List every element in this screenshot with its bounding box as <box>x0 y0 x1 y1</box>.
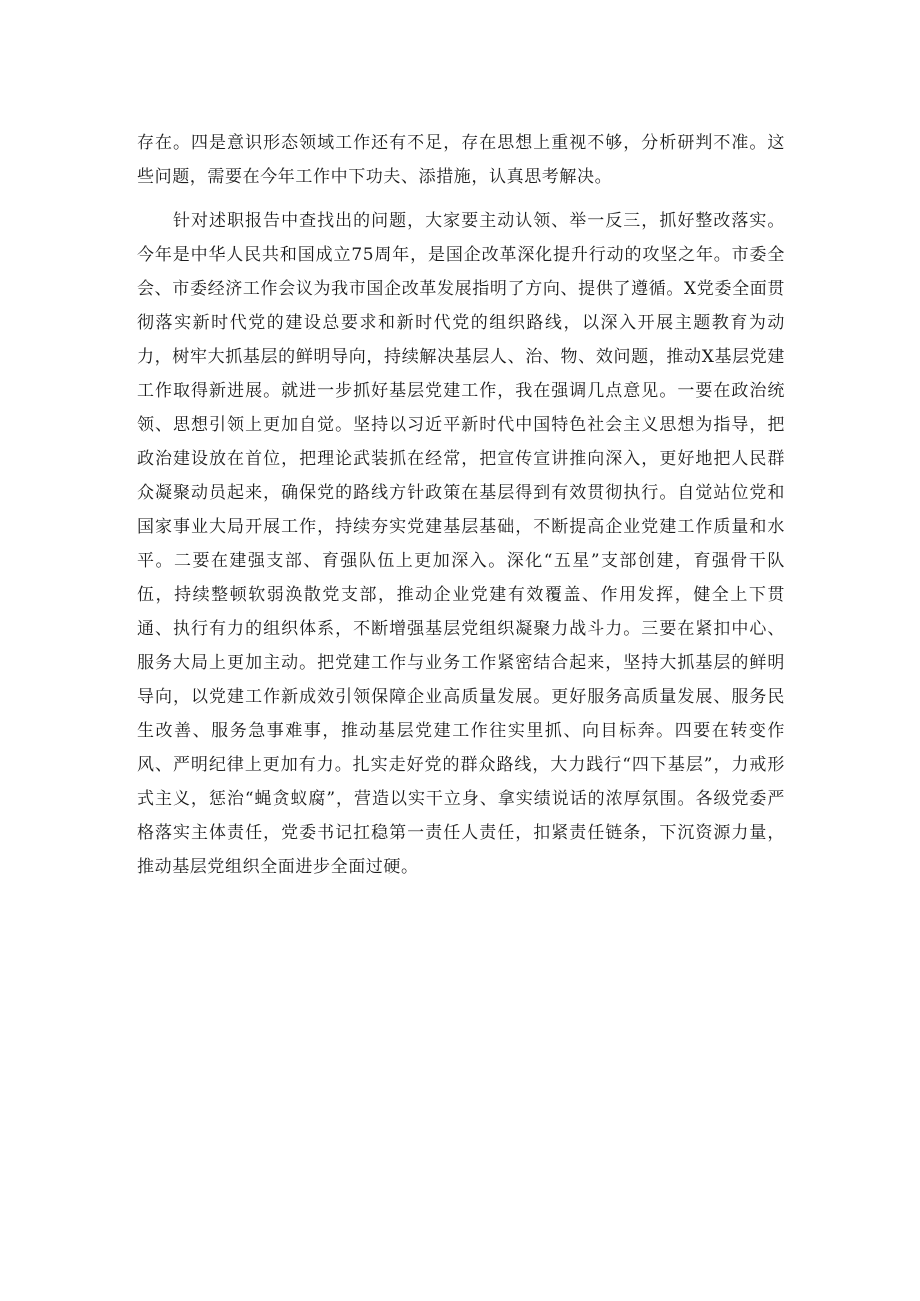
document-body <box>137 126 785 884</box>
paragraph-rectification-requirements: 针对述职报告中查找出的问题，大家要主动认领、举一反三，抓好整改落实。今年是中华人民共和国成立75周年，是国企改革深化提升行动的攻坚之年。市委全会、市委经济工作会议为我市国企改革发展指明了方向、提供了遵循。X党委全面贯彻落实新时代党的建设总要求和新时代党的组织路线，以深入开展主题教育为动力，树牢大抓基层的鲜明导向，持续解决基层人、治、物、效问题，推动X基层党建工作取得新进展。就进一步抓好基层党建工作，我在强调几点意见。一要在政治统领、思想引领上更加自觉。坚持以习近平新时代中国特色社会主义思想为指导，把政治建设放在首位，把理论武装抓在经常，把宣传宣讲推向深入，更好地把人民群众凝聚动员起来，确保党的路线方针政策在基层得到有效贯彻执行。自觉站位党和国家事业大局开展工作，持续夯实党建基层基础，不断提高企业党建工作质量和水平。二要在建强支部、育强队伍上更加深入。深化“五星”支部创建，育强骨干队伍，持续整顿软弱涣散党支部，推动企业党建有效覆盖、作用发挥，健全上下贯通、执行有力的组织体系，不断增强基层党组织凝聚力战斗力。三要在紧扣中心、服务大局上更加主动。把党建工作与业务工作紧密结合起来，坚持大抓基层的鲜明导向，以党建工作新成效引领保障企业高质量发展。更好服务高质量发展、服务民生改善、服务急事难事，推动基层党建工作往实里抓、向目标奔。四要在转变作风、严明纪律上更加有力。扎实走好党的群众路线，大力践行“四下基层”，力戒形式主义，惩治“蝇贪蚁腐”，营造以实干立身、拿实绩说话的浓厚氛围。各级党委严格落实主体责任，党委书记扛稳第一责任人责任，扣紧责任链条，下沉资源力量，推动基层党组织全面进步全面过硬。 <box>137 211 785 877</box>
paragraph-continued-issues: 存在。四是意识形态领域工作还有不足，存在思想上重视不够，分析研判不准。这些问题，需要在今年工作中下功夫、添措施，认真思考解决。 <box>137 133 785 187</box>
